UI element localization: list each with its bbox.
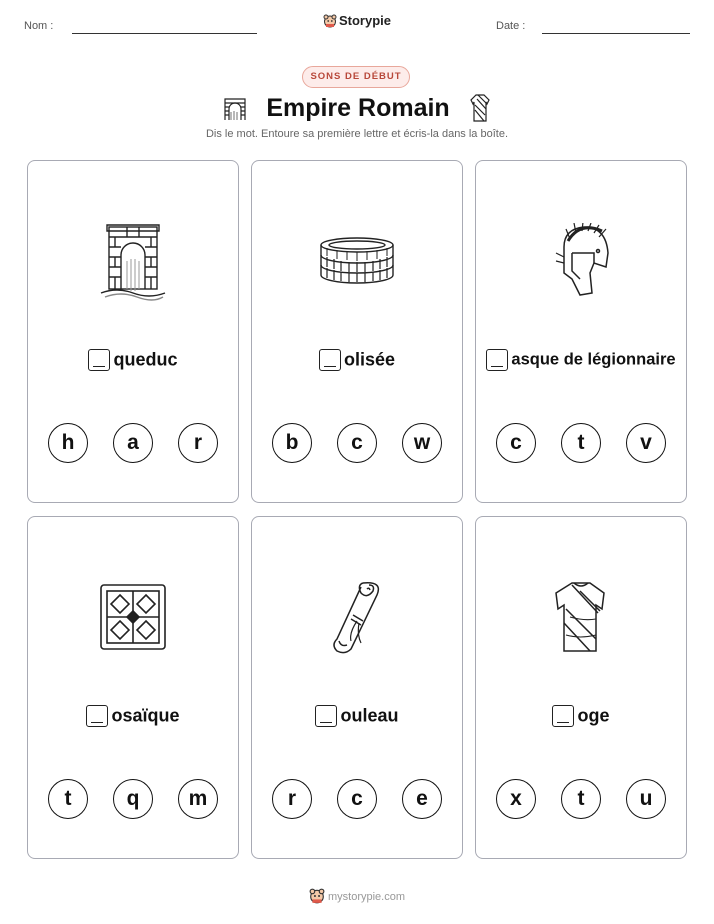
page-title [0, 93, 714, 123]
word-ending: osaïque [111, 705, 180, 726]
letter-choice[interactable]: w [402, 423, 442, 463]
word-ending: asque de légionnaire [511, 350, 676, 369]
letter-choice[interactable]: t [48, 779, 88, 819]
mosaic-icon [99, 583, 167, 651]
instructions: Dis le mot. Entoure sa première lettre et écris-la dans la boîte. [205, 128, 509, 140]
category-badge: SONS DE DÉBUT [302, 66, 410, 88]
storypie-mascot-icon [309, 888, 325, 904]
word-ending: ouleau [340, 705, 399, 726]
toga-icon [550, 579, 612, 655]
letter-choice[interactable]: u [626, 779, 666, 819]
aqueduct-icon [97, 221, 169, 301]
letter-choices [476, 423, 686, 463]
letter-box[interactable] [319, 349, 341, 371]
letter-choice[interactable]: h [48, 423, 88, 463]
letter-box[interactable] [315, 705, 337, 727]
letter-choices [252, 423, 462, 463]
letter-choice[interactable]: t [561, 423, 601, 463]
letter-choices [476, 779, 686, 819]
letter-box[interactable] [88, 349, 110, 371]
letter-box[interactable] [486, 349, 508, 371]
word-ending: olisée [343, 349, 396, 370]
word-ending: oge [577, 705, 610, 726]
letter-choice[interactable]: b [272, 423, 312, 463]
date-field[interactable] [542, 33, 690, 34]
title-text: Empire Romain [266, 93, 450, 122]
word-prompt [252, 349, 462, 371]
letter-box[interactable] [552, 705, 574, 727]
toga-small-icon [468, 93, 492, 123]
word-prompt [476, 705, 686, 727]
letter-choice[interactable]: r [178, 423, 218, 463]
brand-name: Storypie [338, 13, 391, 28]
word-card [475, 160, 687, 503]
letter-choices [252, 779, 462, 819]
letter-choice[interactable]: c [337, 423, 377, 463]
date-label: Date : [496, 20, 526, 32]
letter-choice[interactable]: v [626, 423, 666, 463]
name-label: Nom : [24, 20, 54, 32]
letter-choice[interactable]: c [496, 423, 536, 463]
letter-choice[interactable]: m [178, 779, 218, 819]
word-ending: queduc [113, 349, 178, 370]
storypie-mascot-icon [323, 14, 337, 28]
word-card [251, 160, 463, 503]
letter-choice[interactable]: q [113, 779, 153, 819]
word-prompt [476, 349, 686, 371]
colosseum-icon [317, 235, 397, 287]
letter-choice[interactable]: x [496, 779, 536, 819]
letter-choice[interactable]: a [113, 423, 153, 463]
word-card [27, 160, 239, 503]
scroll-icon [327, 579, 387, 655]
helmet-icon [550, 223, 612, 299]
letter-choice[interactable]: e [402, 779, 442, 819]
letter-choices [28, 779, 238, 819]
letter-choice[interactable]: t [561, 779, 601, 819]
letter-choice[interactable]: c [337, 779, 377, 819]
letter-box[interactable] [86, 705, 108, 727]
word-prompt [252, 705, 462, 727]
word-card [251, 516, 463, 859]
word-card [475, 516, 687, 859]
aqueduct-small-icon [222, 94, 248, 122]
letter-choice[interactable]: r [272, 779, 312, 819]
letter-choices [28, 423, 238, 463]
word-prompt [28, 349, 238, 371]
footer-url[interactable]: mystorypie.com [327, 891, 406, 903]
brand-logo [0, 13, 714, 28]
word-prompt [28, 705, 238, 727]
footer [0, 888, 714, 904]
name-field[interactable] [72, 33, 257, 34]
word-card [27, 516, 239, 859]
